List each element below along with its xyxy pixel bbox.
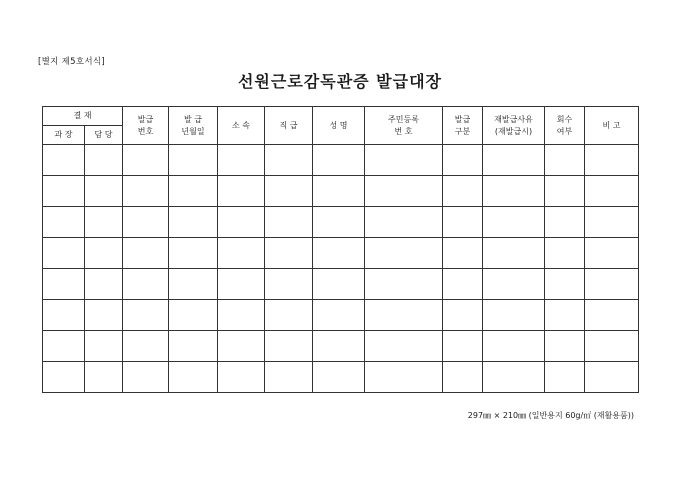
header-row-top bbox=[43, 107, 639, 126]
table-cell[interactable] bbox=[585, 238, 639, 269]
table-cell[interactable] bbox=[483, 269, 545, 300]
table-cell[interactable] bbox=[265, 145, 313, 176]
table-cell[interactable] bbox=[85, 362, 123, 393]
section-chief-header: 과 장 bbox=[43, 126, 85, 145]
table-cell[interactable] bbox=[123, 176, 169, 207]
table-cell[interactable] bbox=[443, 300, 483, 331]
table-cell[interactable] bbox=[123, 362, 169, 393]
table-cell[interactable] bbox=[313, 207, 365, 238]
register-body bbox=[43, 145, 639, 393]
table-cell[interactable] bbox=[545, 238, 585, 269]
table-row bbox=[43, 331, 639, 362]
table-cell[interactable] bbox=[545, 300, 585, 331]
table-cell[interactable] bbox=[43, 145, 85, 176]
table-cell[interactable] bbox=[313, 331, 365, 362]
table-cell[interactable] bbox=[43, 176, 85, 207]
table-cell[interactable] bbox=[43, 362, 85, 393]
table-cell[interactable] bbox=[169, 145, 218, 176]
table-cell[interactable] bbox=[313, 300, 365, 331]
table-cell[interactable] bbox=[365, 176, 443, 207]
table-cell[interactable] bbox=[585, 269, 639, 300]
table-cell[interactable] bbox=[443, 207, 483, 238]
table-cell[interactable] bbox=[443, 176, 483, 207]
table-cell[interactable] bbox=[585, 362, 639, 393]
table-cell[interactable] bbox=[483, 362, 545, 393]
person-in-charge-header: 담 당 bbox=[85, 126, 123, 145]
table-row bbox=[43, 145, 639, 176]
table-cell[interactable] bbox=[218, 269, 265, 300]
table-cell[interactable] bbox=[585, 331, 639, 362]
table-cell[interactable] bbox=[313, 362, 365, 393]
resident-id-header bbox=[365, 107, 443, 145]
paper-spec-note: 297㎜ × 210㎜ (일반용지 60g/㎡ (재활용품)) bbox=[467, 411, 634, 420]
table-cell[interactable] bbox=[169, 207, 218, 238]
table-row bbox=[43, 238, 639, 269]
table-cell[interactable] bbox=[218, 331, 265, 362]
issue-type-header bbox=[443, 107, 483, 145]
table-cell[interactable] bbox=[265, 207, 313, 238]
table-cell[interactable] bbox=[443, 145, 483, 176]
approval-header: 결 재 bbox=[43, 107, 123, 126]
table-cell[interactable] bbox=[265, 238, 313, 269]
reissue-reason-header bbox=[483, 107, 545, 145]
rank-header: 직 급 bbox=[265, 107, 313, 145]
table-cell[interactable] bbox=[545, 362, 585, 393]
table-cell[interactable] bbox=[123, 207, 169, 238]
table-row bbox=[43, 176, 639, 207]
name-header: 성 명 bbox=[313, 107, 365, 145]
table-cell[interactable] bbox=[43, 238, 85, 269]
table-cell[interactable] bbox=[585, 145, 639, 176]
table-row bbox=[43, 300, 639, 331]
document-title: 선원근로감독관증 발급대장 bbox=[237, 72, 443, 91]
table-cell[interactable] bbox=[443, 269, 483, 300]
table-cell[interactable] bbox=[483, 238, 545, 269]
table-cell[interactable] bbox=[85, 145, 123, 176]
issue-date-header bbox=[169, 107, 218, 145]
table-cell[interactable] bbox=[265, 176, 313, 207]
table-cell[interactable] bbox=[365, 362, 443, 393]
table-cell[interactable] bbox=[169, 362, 218, 393]
header-line: 발급 bbox=[454, 114, 471, 124]
table-cell[interactable] bbox=[365, 145, 443, 176]
table-cell[interactable] bbox=[365, 269, 443, 300]
table-cell[interactable] bbox=[85, 207, 123, 238]
table-cell[interactable] bbox=[123, 331, 169, 362]
table-cell[interactable] bbox=[169, 238, 218, 269]
table-cell[interactable] bbox=[443, 362, 483, 393]
table-cell[interactable] bbox=[85, 238, 123, 269]
table-cell[interactable] bbox=[443, 238, 483, 269]
table-cell[interactable] bbox=[265, 300, 313, 331]
header-line: 여부 bbox=[556, 126, 573, 136]
table-cell[interactable] bbox=[169, 331, 218, 362]
table-cell[interactable] bbox=[443, 331, 483, 362]
table-cell[interactable] bbox=[483, 145, 545, 176]
table-cell[interactable] bbox=[585, 207, 639, 238]
table-cell[interactable] bbox=[365, 300, 443, 331]
table-cell[interactable] bbox=[85, 176, 123, 207]
table-cell[interactable] bbox=[85, 269, 123, 300]
table-cell[interactable] bbox=[85, 300, 123, 331]
table-cell[interactable] bbox=[313, 145, 365, 176]
table-cell[interactable] bbox=[169, 300, 218, 331]
header-line: 주민등록 bbox=[388, 114, 419, 124]
table-cell[interactable] bbox=[365, 238, 443, 269]
table-cell[interactable] bbox=[483, 176, 545, 207]
table-cell[interactable] bbox=[265, 362, 313, 393]
table-cell[interactable] bbox=[585, 300, 639, 331]
table-cell[interactable] bbox=[545, 207, 585, 238]
header-line: 발급 bbox=[137, 114, 154, 124]
table-cell[interactable] bbox=[169, 176, 218, 207]
returned-header bbox=[545, 107, 585, 145]
table-cell[interactable] bbox=[265, 269, 313, 300]
table-cell[interactable] bbox=[43, 207, 85, 238]
table-cell[interactable] bbox=[123, 238, 169, 269]
table-cell[interactable] bbox=[85, 331, 123, 362]
table-row bbox=[43, 362, 639, 393]
table-row bbox=[43, 269, 639, 300]
header-line: (재발급시) bbox=[494, 126, 533, 136]
table-cell[interactable] bbox=[218, 300, 265, 331]
header-line: 년월일 bbox=[181, 126, 205, 136]
issuance-register-table bbox=[42, 106, 639, 393]
table-cell[interactable] bbox=[123, 269, 169, 300]
remarks-header: 비 고 bbox=[585, 107, 639, 145]
header-line: 구분 bbox=[454, 126, 471, 136]
table-cell[interactable] bbox=[365, 331, 443, 362]
table-cell[interactable] bbox=[218, 362, 265, 393]
table-cell[interactable] bbox=[218, 145, 265, 176]
table-cell[interactable] bbox=[169, 269, 218, 300]
table-cell[interactable] bbox=[545, 145, 585, 176]
table-cell[interactable] bbox=[483, 331, 545, 362]
table-cell[interactable] bbox=[483, 207, 545, 238]
table-cell[interactable] bbox=[43, 300, 85, 331]
table-cell[interactable] bbox=[365, 207, 443, 238]
table-cell[interactable] bbox=[545, 269, 585, 300]
header-line: 번호 bbox=[137, 126, 154, 136]
table-cell[interactable] bbox=[313, 238, 365, 269]
table-cell[interactable] bbox=[218, 176, 265, 207]
table-cell[interactable] bbox=[123, 300, 169, 331]
header-line: 회수 bbox=[556, 114, 573, 124]
table-cell[interactable] bbox=[313, 176, 365, 207]
table-cell[interactable] bbox=[43, 269, 85, 300]
affiliation-header: 소 속 bbox=[218, 107, 265, 145]
issue-number-header bbox=[123, 107, 169, 145]
table-cell[interactable] bbox=[545, 331, 585, 362]
header-line: 번 호 bbox=[394, 126, 413, 136]
table-cell[interactable] bbox=[43, 331, 85, 362]
table-cell[interactable] bbox=[545, 176, 585, 207]
table-cell[interactable] bbox=[218, 207, 265, 238]
table-cell[interactable] bbox=[483, 300, 545, 331]
table-row bbox=[43, 207, 639, 238]
table-cell[interactable] bbox=[585, 176, 639, 207]
table-cell[interactable] bbox=[218, 238, 265, 269]
header-line: 발 급 bbox=[184, 114, 202, 124]
table-cell[interactable] bbox=[123, 145, 169, 176]
table-cell[interactable] bbox=[313, 269, 365, 300]
header-line: 재발급사유 bbox=[494, 114, 533, 124]
table-cell[interactable] bbox=[265, 331, 313, 362]
form-number-label: [별지 제5호서식] bbox=[38, 57, 106, 67]
